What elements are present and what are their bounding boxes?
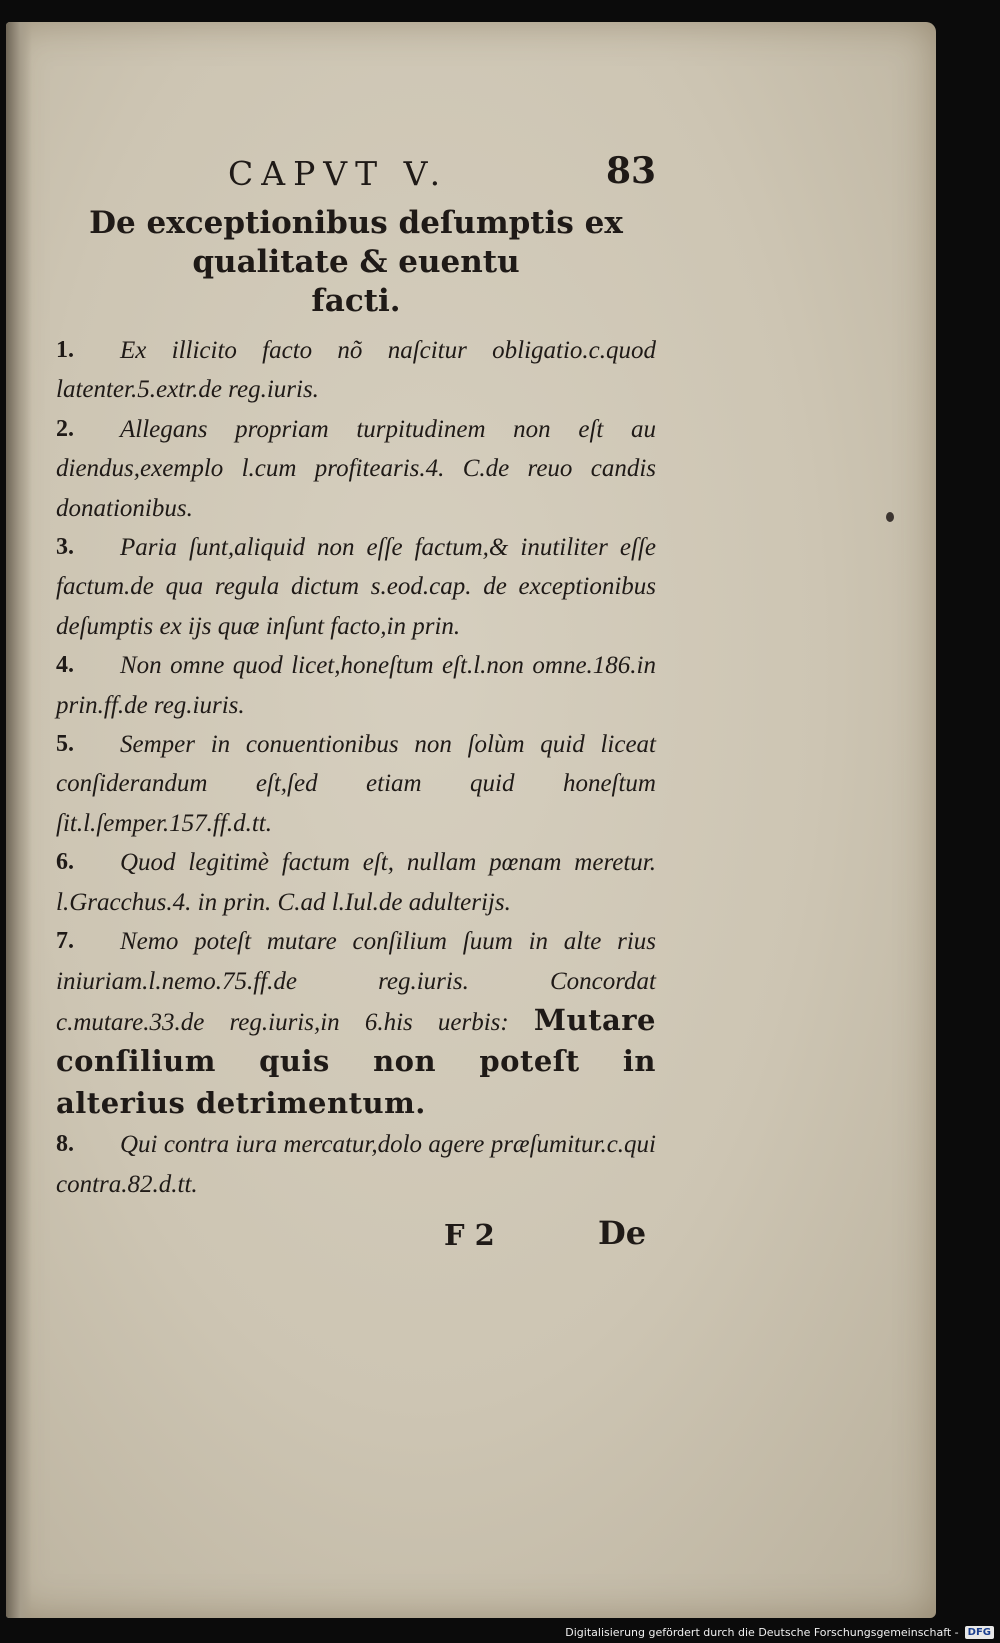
running-title: CAPVT V. [228,154,449,193]
page-number: 83 [606,150,657,192]
rule-item [56,725,656,843]
text-block [56,150,656,1256]
rule-text: Quod legitimè factum eſt, nullam pœnam meretur. l.Gracchus.4. in prin. C.ad l.Iul.de adulterijs. [56,849,656,916]
heading-line: qualitate & euentu [192,244,520,280]
rule-text [56,922,656,1125]
heading-line: De exceptionibus deſumptis ex [89,205,623,241]
rule-item [56,528,656,646]
rule-number: 2. [56,415,74,442]
rule-text: Ex illicito facto nõ naſcitur obligatio.c.quod latenter.5.extr.de reg.iuris. [56,337,656,404]
rule-text: Semper in conuentionibus non ſolùm quid liceat conſiderandum eſt,ſed etiam quid honeſtum ſit.l.ſemper.157.ff.d.tt. [56,731,656,837]
rule-number: 1. [56,337,74,363]
dfg-logo-icon: DFG [965,1626,994,1639]
rule-text: Allegans propriam turpitudinem non eſt au diendus,exemplo l.cum profitearis.4. C.de reuo candis donationibus. [56,415,656,522]
catchline [56,1208,656,1256]
rule-number: 8. [56,1131,74,1158]
rule-text: Non omne quod licet,honeſtum eſt.l.non omne.186.in prin.ff.de reg.iuris. [56,652,656,719]
rule-number: 4. [56,652,74,679]
signature-mark: F 2 [444,1217,495,1252]
rule-number: 5. [56,731,74,758]
footer-credit-text: Digitalisierung gefördert durch die Deutsche Forschungsgemeinschaft - [565,1626,959,1639]
rule-item [56,410,656,528]
running-head [56,150,656,202]
rule-item [56,646,656,725]
chapter-heading [56,204,656,321]
rule-item [56,1125,656,1204]
catchword: De [598,1213,647,1252]
rule-list [56,331,656,1204]
page-spine-shadow [6,22,32,1618]
rule-number: 6. [56,849,74,876]
rule-item [56,843,656,922]
rule-text: Paria ſunt,aliquid non eſſe factum,& inutiliter eſſe factum.de qua regula dictum s.eod.cap. de exceptionibus deſumptis ex ijs quæ inſunt facto,in prin. [56,534,656,640]
heading-line: facti. [311,283,401,319]
footer-credit [565,1626,994,1639]
rule-number: 7. [56,928,74,955]
rule-number: 3. [56,534,74,561]
book-page [6,22,936,1618]
ink-speck [886,512,894,522]
rule-item [56,922,656,1125]
rule-text: Qui contra iura mercatur,dolo agere præſumitur.c.qui contra.82.d.tt. [56,1131,656,1198]
rule-text-upright: Mutare conſilium quis non poteſt in alterius detrimentum. [56,1002,656,1120]
rule-text-italic: Nemo poteſt mutare conſilium ſuum in alte rius iniuriam.l.nemo.75.ff.de reg.iuris. Concordat c.mutare.33.de reg.iuris,in 6.his uerbis: [56,928,656,1036]
rule-item [56,331,656,410]
